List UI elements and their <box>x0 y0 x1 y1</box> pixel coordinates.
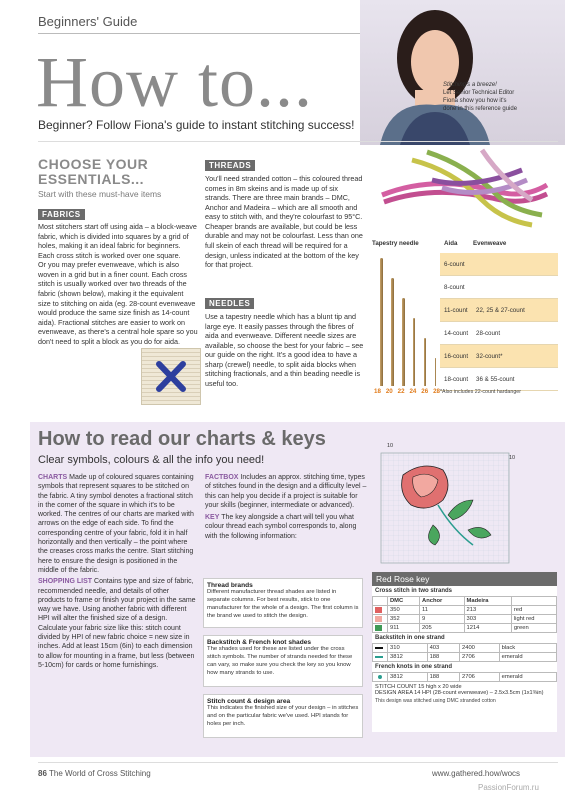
page-number: 86 <box>38 769 47 778</box>
key-dmc: 352 <box>388 615 420 624</box>
footer-url[interactable]: www.gathered.how/wocs <box>432 769 521 778</box>
key-madeira: 2706 <box>460 653 500 662</box>
watermark: PassionForum.ru <box>478 783 539 792</box>
key-row <box>373 624 557 633</box>
editor-photo <box>360 0 565 145</box>
cross-label: Cross stitch in two strands <box>375 588 453 594</box>
key-name: black <box>499 644 556 653</box>
key-row <box>373 673 557 682</box>
key-madeira: 1214 <box>464 624 511 633</box>
fabrics-tag: FABRICS <box>38 209 85 220</box>
key-anchor: 205 <box>420 624 465 633</box>
key-madeira: 2400 <box>460 644 500 653</box>
needles-drawing <box>376 258 440 386</box>
needle-chart-row <box>440 276 558 299</box>
key-dmc: 310 <box>388 644 428 653</box>
needle-size-label: 18 <box>374 388 381 395</box>
color-swatch <box>373 653 388 662</box>
tapestry-needle <box>391 278 394 386</box>
key-anchor: 9 <box>420 615 465 624</box>
charts-col1 <box>38 473 196 670</box>
key-name: light red <box>511 615 556 624</box>
page-title: How to... <box>36 42 313 122</box>
magazine-name: The World of Cross Stitching <box>48 769 151 778</box>
key-madeira: 213 <box>464 606 511 615</box>
evenweave-count: 22, 25 & 27-count <box>476 306 525 314</box>
charts-sub: Clear symbols, colours & all the info you need! <box>38 454 265 466</box>
caption-line: Stitching's a breeze! <box>443 82 497 88</box>
needle-chart-header-needle: Tapestry needle <box>372 240 419 247</box>
caption-line: Let Senior Technical Editor <box>443 90 515 97</box>
cross-table <box>372 596 557 633</box>
panel-thread-brands <box>203 578 363 628</box>
key-madeira: 2706 <box>460 673 500 682</box>
panel-text: The shades used for these are listed under the cross stitch symbols. The number of strands needed for these can vary, so make sure you check the key so you know how many strands to use. <box>207 646 353 676</box>
heading-line: ESSENTIALS... <box>38 170 145 187</box>
key-dmc: 350 <box>388 606 420 615</box>
needle-size-label: 20 <box>385 388 393 395</box>
panel-stitch-count <box>203 694 363 738</box>
stitch-count: STITCH COUNT 15 high x 20 wide <box>375 684 462 690</box>
panel-text: Different manufacturer thread shades are listed in separate columns. For best results, stick to one manufacturer for the whole of a design. The first column is the brand we used to stitch the design. <box>207 589 359 619</box>
key-label: KEY <box>205 514 220 522</box>
footer-left <box>38 769 151 778</box>
key-text: The key alongside a chart will tell you what colour thread each symbol corresponds to, along with the following information: <box>205 514 357 540</box>
rose-key <box>372 572 557 732</box>
page-subtitle: Beginner? Follow Fiona's guide to instant stitching success! <box>38 118 355 132</box>
aida-count: 11-count <box>444 306 468 314</box>
panel-title: Thread brands <box>207 582 253 589</box>
key-anchor: 188 <box>427 673 459 682</box>
key-row <box>373 606 557 615</box>
needle-chart-header-evenweave: Evenweave <box>473 240 507 247</box>
needle-chart-row <box>440 368 558 391</box>
evenweave-count: 28-count <box>476 329 501 337</box>
col-anchor: Anchor <box>420 597 465 606</box>
caption-line: Fiona show you how it's <box>443 98 507 105</box>
key-name: emerald <box>499 653 556 662</box>
swatch-col <box>373 597 388 606</box>
needle-size-label: 24 <box>409 388 417 395</box>
color-swatch <box>373 615 388 624</box>
section-label: Beginners' Guide <box>38 14 138 29</box>
panel-text: This indicates the finished size of your design – in stitches and on the particular fabric we've used. HPI stands for holes per inch. <box>207 705 359 727</box>
color-swatch <box>373 644 388 653</box>
tapestry-needle <box>402 298 405 386</box>
needle-chart-row <box>440 253 558 276</box>
caption-line: done in this reference guide <box>443 106 518 113</box>
shopping-label: SHOPPING LIST <box>38 578 93 586</box>
panel-title: Backstitch & French knot shades <box>207 639 312 646</box>
key-row <box>373 653 557 662</box>
needle-chart <box>372 240 562 405</box>
key-note: This design was stitched using DMC stranded cotton <box>375 698 496 704</box>
panel-title: Stitch count & design area <box>207 698 291 705</box>
needle-size-label: 22 <box>397 388 405 395</box>
needle-chart-row <box>440 345 558 368</box>
needle-rows <box>440 253 558 391</box>
col-madeira: Madeira <box>464 597 511 606</box>
charts-col2 <box>205 473 370 541</box>
factbox-text: Includes an approx. stitching time, types of stitches found in the design and a difficulty level – this can help you decide if a project is suitable for your skills (beginner, intermediate or advanced). <box>205 474 367 509</box>
needle-chart-header-aida: Aida <box>444 240 458 247</box>
header-rule <box>38 33 373 34</box>
tapestry-needle <box>380 258 383 386</box>
col-name <box>511 597 556 606</box>
key-row <box>373 644 557 653</box>
key-dmc: 3812 <box>388 653 428 662</box>
footer-rule <box>38 762 558 763</box>
key-anchor: 403 <box>427 644 459 653</box>
heading-line: CHOOSE YOUR <box>38 156 149 172</box>
tapestry-needle <box>424 338 426 386</box>
fabrics-text: Most stitchers start off using aida – a block-weave fabric, which is divided into squares by a grid of holes, making it an ideal fabric for beginners. Each cross stitch is worked over one square. Or you may prefer evenweave, which is also woven in a grid but in a finer count. Each cross stitch is usually worked over two threads of the fabric (shown below), making it the equivalent size to stitching on aida (eg. 28-count evenweave would produce the same size finish as 14-count aida). Fractional stitches are easier to work on evenweave, as there's a central hole spare so you don't need to split a block as you do for aida. <box>38 222 198 346</box>
needles-text: Use a tapestry needle which has a blunt tip and large eye. It easily passes through the fibres of aida and evenweave. Different needle sizes are available, so choose the best for your fabric – see our guide on the right. It's a good idea to have a sharp (crewel) needle, to split aida blocks when stitching fractionals, and a thin beading needle is useful too. <box>205 312 364 389</box>
photo-caption <box>443 81 558 113</box>
aida-count: 18-count <box>444 375 469 383</box>
key-name: emerald <box>499 673 556 682</box>
tapestry-needle <box>435 358 436 386</box>
aida-count: 8-count <box>444 283 465 291</box>
panel-backstitch <box>203 635 363 687</box>
charts-label: CHARTS <box>38 474 68 481</box>
shopping-text: Contains type and size of fabric, recommended needle, and details of other products to frame or finish your project in the same way we have. Using another fabric with different HPI will alter the finished size of a design. Calculate your fabric size like this: stitch count divided by HPI of new fabric choice = new size in inches. Add at least 15cm (6in) to each dimension to allow for mounting in a frame, but less (between 5-10cm) for cards or home furnishings. <box>38 578 196 669</box>
needle-size-labels <box>374 388 440 395</box>
key-name: green <box>511 624 556 633</box>
rose-chart <box>373 445 525 567</box>
key-dmc: 3812 <box>388 673 428 682</box>
tapestry-needle <box>413 318 415 386</box>
chart-tick-label: 10 <box>509 455 516 461</box>
key-name: red <box>511 606 556 615</box>
key-anchor: 188 <box>427 653 459 662</box>
aida-count: 16-count <box>444 352 469 360</box>
back-label: Backstitch in one strand <box>375 635 445 641</box>
evenweave-swatch-image <box>141 348 201 405</box>
chart-tick-label: 10 <box>387 443 394 449</box>
thread-skeins-image <box>372 140 557 235</box>
color-swatch <box>373 673 388 682</box>
key-dmc: 911 <box>388 624 420 633</box>
aida-count: 6-count <box>444 260 465 268</box>
color-swatch <box>373 624 388 633</box>
factbox-label: FACTBOX <box>205 474 239 481</box>
needle-size-label: 26 <box>421 388 429 395</box>
color-swatch <box>373 606 388 615</box>
french-label: French knots in one strand <box>375 664 453 670</box>
col-dmc: DMC <box>388 597 420 606</box>
essentials-heading <box>38 157 148 186</box>
key-row <box>373 615 557 624</box>
evenweave-count: 36 & 55-count <box>476 375 515 383</box>
rose-key-title: Red Rose key <box>372 572 557 586</box>
aida-count: 14-count <box>444 329 469 337</box>
charts-title: How to read our charts & keys <box>38 428 326 450</box>
essentials-sub: Start with these must-have items <box>38 189 162 199</box>
design-area: DESIGN AREA 14 HPI (28-count evenweave) – 2.5x3.5cm (1x1⅜in) <box>375 690 544 696</box>
needle-chart-note: *Also includes 22-count hardanger <box>440 389 521 395</box>
threads-tag: THREADS <box>205 160 255 171</box>
evenweave-count: 32-count* <box>476 352 503 360</box>
charts-text: Made up of coloured squares containing symbols that represent squares to be stitched on the fabric. A tiny symbol denotes a fractional stitch in the corner of the square in which it's to be worked. The centres of our charts are marked with arrows on the edge of each side. To find the corresponding centre of your fabric, fold it in half horizontally and then vertically – the point where the creases cross marks the centre. Start stitching here to ensure the design is positioned in the middle of the fabric. <box>38 474 194 574</box>
needles-tag: NEEDLES <box>205 298 254 309</box>
key-anchor: 11 <box>420 606 465 615</box>
needle-size-label: 28 <box>433 388 440 395</box>
needle-chart-row <box>440 299 558 322</box>
threads-text: You'll need stranded cotton – this coloured thread comes in 8m skeins and is made up of six strands. There are three main brands – DMC, Anchor and Madeira – which are all smooth and easy to stitch with, and they're colourfast to 95°C. Cheaper brands are available, but could be less durable and may not be colourfast. Less than one full skein of each thread will be required for a design, unless indicated at the bottom of the key for that project. <box>205 174 363 270</box>
key-madeira: 303 <box>464 615 511 624</box>
needle-chart-row <box>440 322 558 345</box>
